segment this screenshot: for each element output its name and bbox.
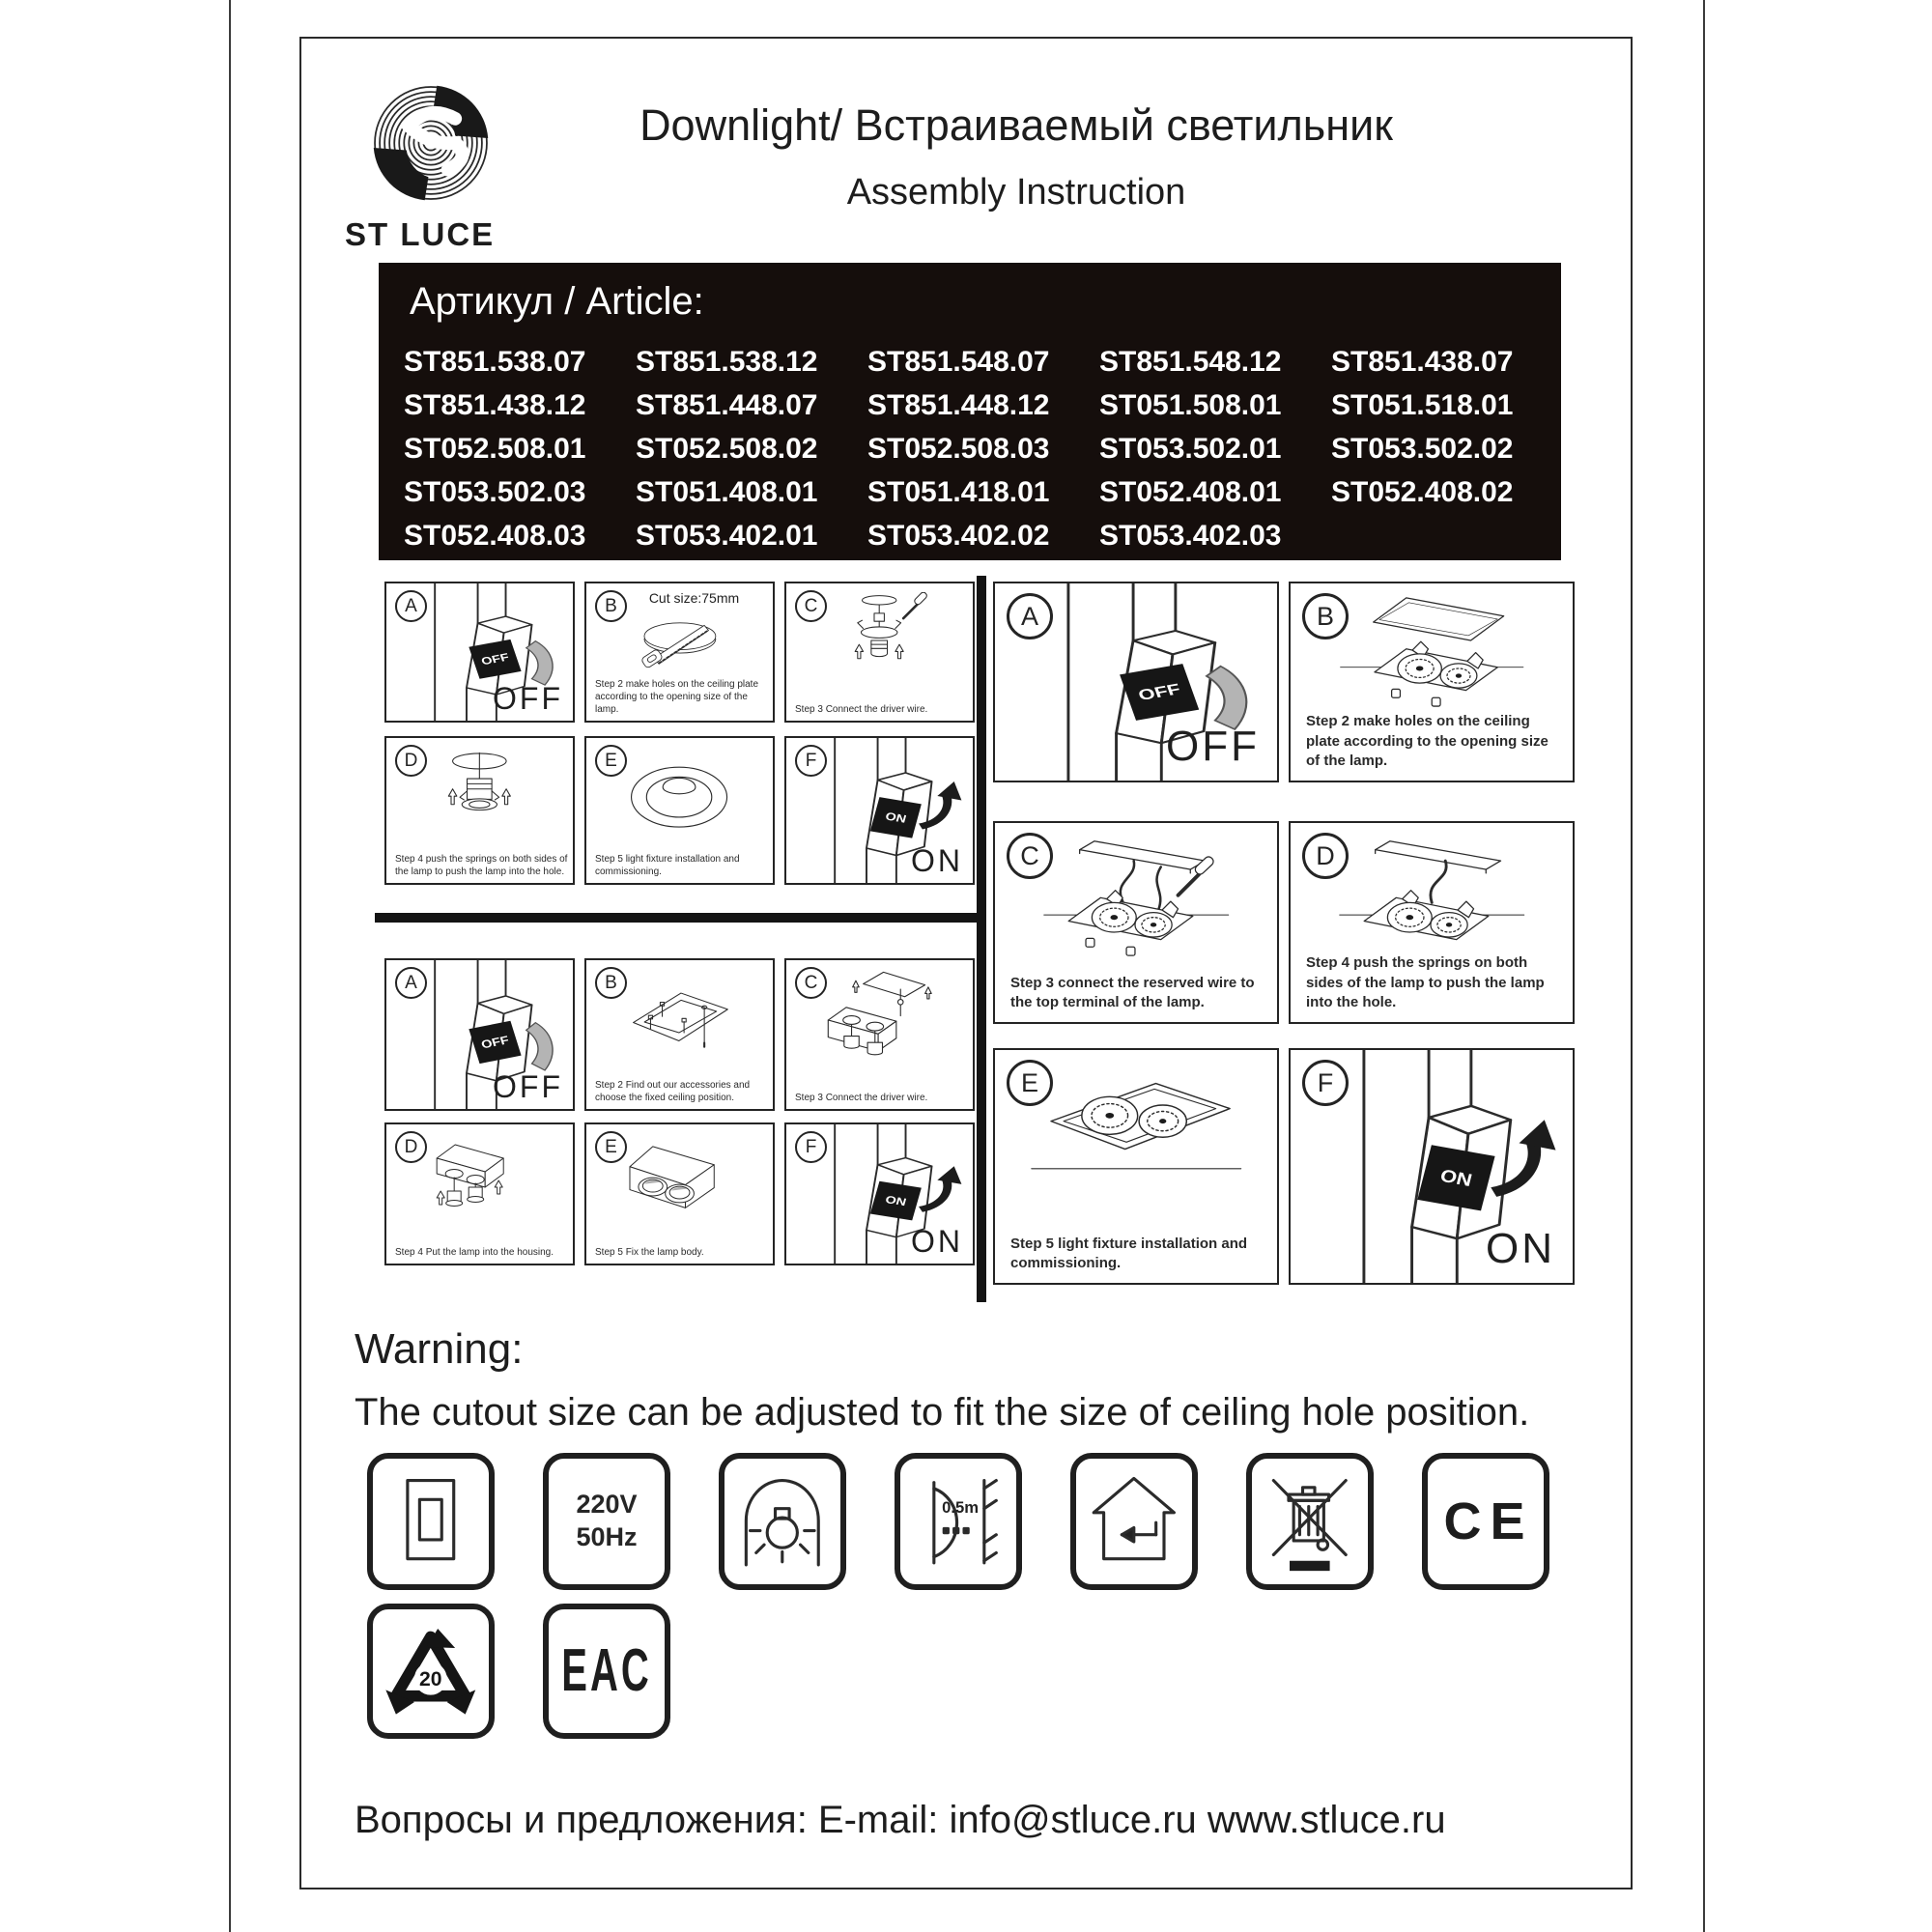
weee-crossed-bin-icon bbox=[1246, 1453, 1374, 1590]
article-code: ST851.538.07 bbox=[404, 346, 586, 378]
step-caption: Step 5 light fixture installation and commissioning. bbox=[595, 854, 740, 877]
step-caption: Step 5 light fixture installation and commissioning. bbox=[1010, 1235, 1248, 1271]
insert-lamp-illustration bbox=[405, 1133, 554, 1225]
voltage-line2: 50Hz bbox=[576, 1522, 638, 1551]
svg-text:0.5m: 0.5m bbox=[942, 1497, 980, 1517]
step-letter: C bbox=[1007, 833, 1053, 879]
article-code-list bbox=[404, 346, 1551, 563]
panel-twin-d bbox=[1289, 821, 1575, 1024]
warning-text: The cutout size can be adjusted to fit the size of ceiling hole position. bbox=[355, 1391, 1530, 1434]
article-code: ST053.402.02 bbox=[867, 520, 1050, 552]
panel-twin-b bbox=[1289, 582, 1575, 782]
article-code: ST052.508.01 bbox=[404, 433, 586, 465]
indoor-use-house-icon bbox=[1070, 1453, 1198, 1590]
ce-label: CE bbox=[1443, 1492, 1534, 1550]
panel-round-e bbox=[584, 736, 775, 885]
cut-size-label: Cut size:75mm bbox=[648, 590, 740, 606]
divider-horizontal bbox=[375, 913, 986, 923]
step-caption: Step 3 Connect the driver wire. bbox=[795, 704, 928, 715]
svg-text:ON: ON bbox=[1437, 1166, 1474, 1191]
article-code: ST851.538.12 bbox=[636, 346, 818, 378]
step-caption: Step 2 make holes on the ceiling plate according to the opening size of the lamp. bbox=[595, 679, 758, 715]
svg-text:ON: ON bbox=[883, 1192, 908, 1208]
step-letter: B bbox=[595, 967, 627, 999]
panel-round-f bbox=[784, 736, 975, 885]
article-code: ST052.408.01 bbox=[1099, 476, 1282, 508]
panel-round-c bbox=[784, 582, 975, 723]
step-letter: B bbox=[595, 590, 627, 622]
article-code: ST051.408.01 bbox=[636, 476, 818, 508]
step-letter: E bbox=[1007, 1060, 1053, 1106]
step-letter: F bbox=[795, 1131, 827, 1163]
divider-vertical bbox=[977, 576, 986, 1302]
article-code: ST053.502.03 bbox=[404, 476, 586, 508]
article-code-row bbox=[404, 520, 1551, 563]
step-letter: B bbox=[1302, 593, 1349, 639]
step-letter: F bbox=[1302, 1060, 1349, 1106]
page-edge-line-right bbox=[1703, 0, 1705, 1932]
svg-text:OFF: OFF bbox=[1136, 681, 1183, 705]
panel-surface-d bbox=[384, 1122, 575, 1265]
article-code-row bbox=[404, 389, 1551, 433]
article-code: ST053.502.01 bbox=[1099, 433, 1282, 465]
step-caption: Step 4 push the springs on both sides of the lamp to push the lamp into the hole. bbox=[395, 854, 568, 877]
step-letter: F bbox=[795, 745, 827, 777]
step-caption: Step 4 push the springs on both sides of the lamp to push the lamp into the hole. bbox=[1306, 954, 1545, 1010]
step-caption: Step 2 make holes on the ceiling plate according to the opening size of the lamp. bbox=[1306, 713, 1548, 769]
article-code: ST052.408.03 bbox=[404, 520, 586, 552]
page-edge-line-left bbox=[229, 0, 231, 1932]
step-letter: D bbox=[395, 1131, 427, 1163]
panel-surface-b bbox=[584, 958, 775, 1111]
eac-label: EAC bbox=[561, 1637, 652, 1704]
min-distance-icon bbox=[895, 1453, 1022, 1590]
eac-mark-icon bbox=[543, 1604, 670, 1739]
class-ii-insulation-icon bbox=[367, 1453, 495, 1590]
article-code: ST851.548.12 bbox=[1099, 346, 1282, 378]
connect-driver-illustration bbox=[805, 592, 953, 683]
voltage-line1: 220V bbox=[576, 1490, 638, 1520]
article-box bbox=[379, 263, 1561, 560]
article-code: ST851.448.07 bbox=[636, 389, 818, 421]
article-code-row bbox=[404, 433, 1551, 476]
svg-text:ON: ON bbox=[884, 810, 908, 826]
instruction-sheet bbox=[299, 37, 1633, 1889]
switch-state-label: OFF bbox=[493, 681, 563, 716]
article-code-row bbox=[404, 346, 1551, 389]
panel-surface-c bbox=[784, 958, 975, 1111]
switch-state-label: ON bbox=[911, 843, 963, 878]
article-code: ST051.518.01 bbox=[1331, 389, 1514, 421]
panel-surface-f bbox=[784, 1122, 975, 1265]
recycling-20-icon bbox=[367, 1604, 495, 1739]
step-letter: A bbox=[395, 967, 427, 999]
article-code: ST851.438.07 bbox=[1331, 346, 1514, 378]
step-letter: D bbox=[395, 745, 427, 777]
svg-text:OFF: OFF bbox=[479, 651, 511, 668]
svg-text:OFF: OFF bbox=[479, 1033, 511, 1052]
step-letter: D bbox=[1302, 833, 1349, 879]
step-letter: E bbox=[595, 745, 627, 777]
article-code-row bbox=[404, 476, 1551, 520]
article-code: ST052.408.02 bbox=[1331, 476, 1514, 508]
step-caption: Step 3 connect the reserved wire to the top terminal of the lamp. bbox=[1010, 974, 1255, 1010]
contact-footer: Вопросы и предложения: E-mail: info@stluce.ru www.stluce.ru bbox=[355, 1799, 1446, 1841]
brand-name: ST LUCE bbox=[345, 216, 496, 252]
step-letter: A bbox=[395, 590, 427, 622]
article-code: ST051.508.01 bbox=[1099, 389, 1282, 421]
step-caption: Step 2 Find out our accessories and choose the fixed ceiling position. bbox=[595, 1080, 751, 1103]
connect-driver-box-illustration bbox=[805, 968, 953, 1069]
recessed-luminaire-icon bbox=[719, 1453, 846, 1590]
switch-state-label: ON bbox=[911, 1224, 963, 1259]
article-code: ST851.438.12 bbox=[404, 389, 586, 421]
push-springs-illustration bbox=[409, 747, 551, 839]
switch-state-label: OFF bbox=[1166, 723, 1260, 770]
panel-twin-e bbox=[993, 1048, 1279, 1285]
article-code: ST053.402.03 bbox=[1099, 520, 1282, 552]
step-letter: A bbox=[1007, 593, 1053, 639]
ce-mark-icon bbox=[1422, 1453, 1549, 1590]
panel-surface-a bbox=[384, 958, 575, 1111]
article-code: ST052.508.02 bbox=[636, 433, 818, 465]
article-heading: Артикул / Article: bbox=[410, 280, 704, 323]
voltage-rating-icon bbox=[543, 1453, 670, 1590]
warning-heading: Warning: bbox=[355, 1325, 524, 1373]
article-code: ST851.548.07 bbox=[867, 346, 1050, 378]
svg-text:20: 20 bbox=[419, 1667, 442, 1690]
panel-twin-f bbox=[1289, 1048, 1575, 1285]
step-letter: E bbox=[595, 1131, 627, 1163]
step-letter: C bbox=[795, 967, 827, 999]
step-letter: C bbox=[795, 590, 827, 622]
switch-state-label: ON bbox=[1486, 1225, 1555, 1272]
article-code: ST851.448.12 bbox=[867, 389, 1050, 421]
panel-round-d bbox=[384, 736, 575, 885]
step-caption: Step 5 Fix the lamp body. bbox=[595, 1247, 704, 1258]
article-code: ST053.502.02 bbox=[1331, 433, 1514, 465]
saw-cut-illustration bbox=[598, 609, 762, 680]
panel-surface-e bbox=[584, 1122, 775, 1265]
panel-twin-a bbox=[993, 582, 1279, 782]
panel-round-a bbox=[384, 582, 575, 723]
article-code: ST052.508.03 bbox=[867, 433, 1050, 465]
panel-round-b bbox=[584, 582, 775, 723]
article-code: ST051.418.01 bbox=[867, 476, 1050, 508]
step-caption: Step 4 Put the lamp into the housing. bbox=[395, 1247, 554, 1258]
panel-twin-c bbox=[993, 821, 1279, 1024]
step-caption: Step 3 Connect the driver wire. bbox=[795, 1093, 928, 1103]
switch-state-label: OFF bbox=[493, 1069, 563, 1104]
article-code: ST053.402.01 bbox=[636, 520, 818, 552]
page-subtitle: Assembly Instruction bbox=[846, 172, 1186, 213]
page-title: Downlight/ Встраиваемый светильник bbox=[639, 100, 1393, 150]
